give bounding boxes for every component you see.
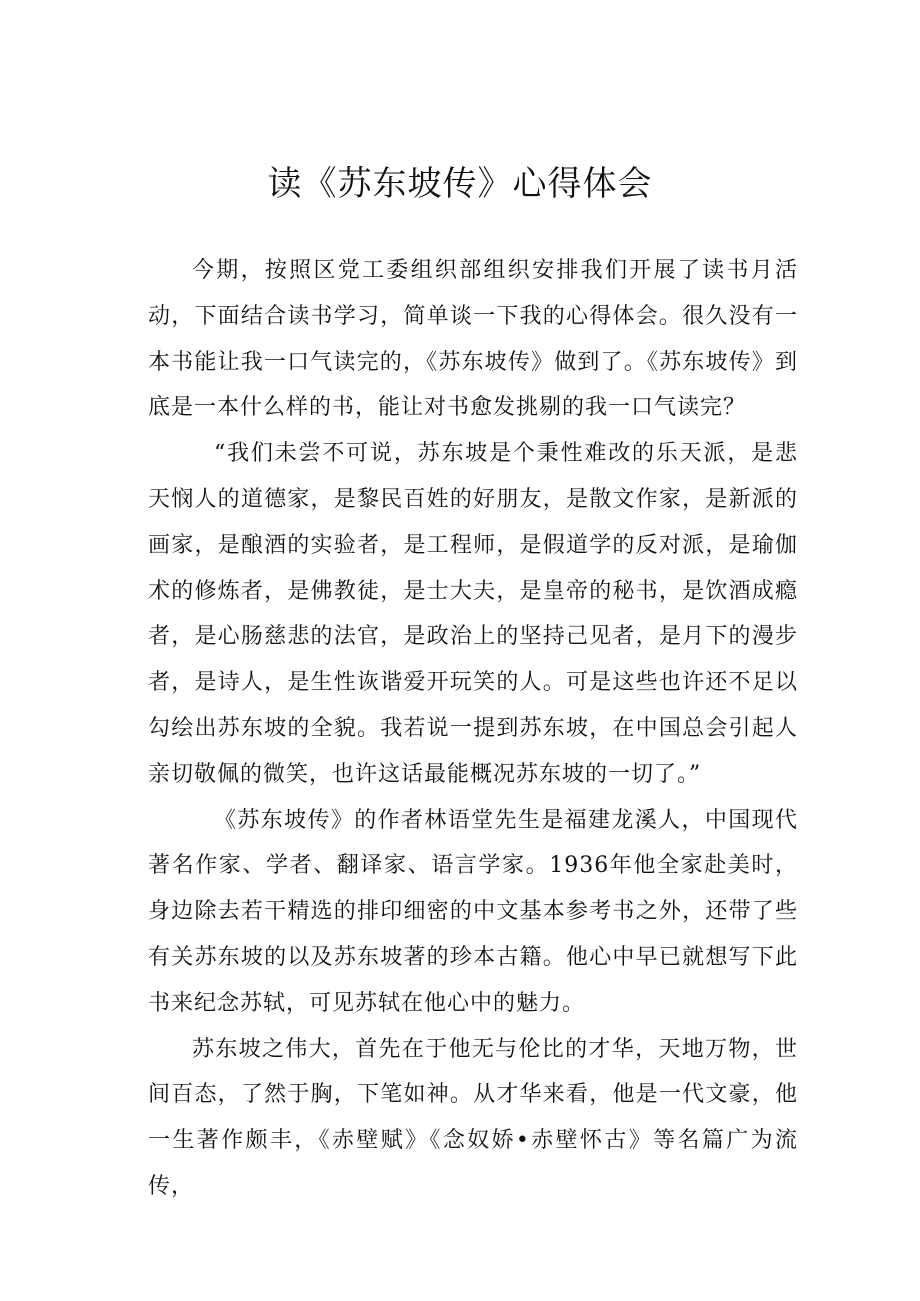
paragraph-talent: 苏东坡之伟大，首先在于他无与伦比的才华，天地万物，世间百态，了然于胸，下笔如神。从才华来看，他是一代文豪，他一生著作颇丰，《赤壁赋》《念奴娇•赤壁怀古》等名篇广为流传，	[148, 1036, 798, 1199]
paragraph-quote: “我们未尝不可说，苏东坡是个秉性难改的乐天派，是悲天悯人的道德家，是黎民百姓的好朋友，是散文作家，是新派的画家，是酿酒的实验者，是工程师，是假道学的反对派，是瑜伽术的修炼者，是佛教徒，是士大夫，是皇帝的秘书，是饮酒成瘾者，是心肠慈悲的法官，是政治上的坚持己见者，是月下的漫步者，是诗人，是生性诙谐爱开玩笑的人。可是这些也许还不足以勾绘出苏东坡的全貌。我若说一提到苏东坡，在中国总会引起人亲切敬佩的微笑，也许这话最能概况苏东坡的一切了。”	[148, 441, 798, 787]
document-body	[148, 248, 798, 1210]
document-title: 读《苏东坡传》心得体会	[267, 164, 653, 204]
paragraph-author: 《苏东坡传》的作者林语堂先生是福建龙溪人，中国现代著名作家、学者、翻译家、语言学家。1936年他全家赴美时，身边除去若干精选的排印细密的中文基本参考书之外，还带了些有关苏东坡的以及苏东坡著的珍本古籍。他心中早已就想写下此书来纪念苏轼，可见苏轼在他心中的魅力。	[148, 807, 798, 1016]
paragraph-intro: 今期，按照区党工委组织部组织安排我们开展了读书月活动，下面结合读书学习，简单谈一下我的心得体会。很久没有一本书能让我一口气读完的，《苏东坡传》做到了。《苏东坡传》到底是一本什么样的书，能让对书愈发挑剔的我一口气读完？	[148, 258, 798, 421]
